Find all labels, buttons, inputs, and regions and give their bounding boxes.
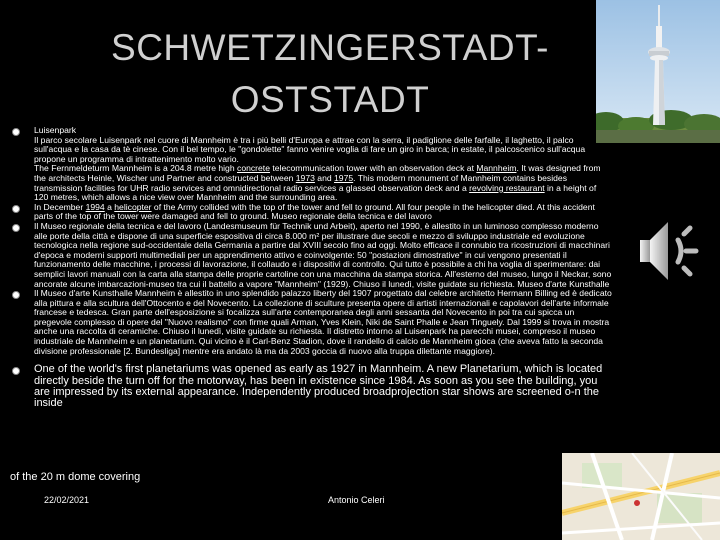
bullet-kunsthalle (12, 289, 612, 356)
speaker-icon[interactable] (632, 212, 712, 292)
helicopter-part-a: In December (34, 201, 86, 212)
kunsthalle-text: Il Museo d'arte Kunsthalle Mannheim è allestito in uno splendido palazzo liberty del 1907 progettato dal celebre architetto Hermann Billing ed è dedicato alla pittura e alla scultura dell'Ottocento e del Novecento. La collezione di sculture presenta opere di artisti internazionali e capolavori dell'arte informale francese e tedesca. Gran parte dell'esposizione si focalizza sull'arte contemporanea degli anni sessanta del Novecento in poi tra cui spicca un pregevole complesso di opere del "Nuovo realismo" con firme quali Arman, Yves Klein, Niki de Saint Phalle e Jean Tinguely. Dal 1999 si trova in mostra anche una raccolta di ceramiche. Chiuso il lunedì, visite guidate su richiesta. Il distretto intorno al Luisenpark ha parecchi musei, compreso il museo industriale de Mannheim e un planetarium. Qui vicino è il Carl-Benz Stadion, dove il randello di calcio de Mannheim gioca (che aveva fatto la seconda divisione professionale [2. Bundesliga] mentre era andato là ma da 2003 goccia di nuovo alla truppa dilettante maggiore). (34, 288, 612, 356)
title-line-2: OSTSTADT (230, 79, 430, 120)
bullet-helicopter (12, 203, 612, 222)
bullet-icon (12, 205, 20, 213)
fernmeldeturm-part-a: The Fernmeldeturm Mannheim is a 204.8 metre high (34, 163, 238, 174)
fernmeldeturm-part-c: . It was designed from the architects Heinle, Wischer und Partner and constructed between (34, 163, 601, 183)
map-image (562, 453, 720, 540)
footer-author: Antonio Celeri (328, 495, 385, 505)
helicopter-part-b: a (104, 201, 115, 212)
bullet-icon (12, 291, 20, 299)
link-helicopter[interactable]: helicopter (114, 201, 152, 212)
helicopter-part-c: of the Army collided with the top of the tower and fell to ground. All four people in the helicopter died. At this accident parts of the top of the tower were damaged and fell to ground. Museo regionale della tecnica e del lavoro (34, 201, 595, 222)
bullet-icon (12, 128, 20, 136)
fernmeldeturm-part-b: telecommunication tower with an observation deck at (269, 163, 477, 174)
link-concrete[interactable]: concrete (237, 163, 270, 174)
link-revolving-restaurant[interactable]: revolving restaurant (469, 182, 545, 193)
bullet-planetarium (12, 364, 612, 410)
bullet-icon (12, 224, 20, 232)
luisenpark-text: Il parco secolare Luisenpark nel cuore di Mannheim è tra i più belli d'Europa e attrae con la serra, il padiglione delle farfalle, il laghetto, il palco sull'acqua e la casa da tè cinese. Con il bel tempo, le "gondolette" fanno venire voglia di fare un giro in barca; in estate, il palcoscenico sull'acqua propone un programma di intrattenimento molto vario. (34, 134, 586, 164)
bullet-luisenpark (12, 126, 612, 203)
title-line-1: SCHWETZINGERSTADT- (111, 27, 549, 68)
fernmeldeturm-part-f: in a height of 120 metres, which allows a nice view over Mannheim and the surrounding area. (34, 182, 597, 203)
bullet-icon (12, 367, 20, 375)
tail-text: of the 20 m dome covering (10, 471, 141, 483)
bullet-list (12, 126, 612, 410)
fernmeldeturm-part-e: . This modern monument of Mannheim contains besides transmission facilities for UHR radio services and omnidirectional radio services a glassed observation deck and a (34, 172, 567, 193)
footer-date: 22/02/2021 (44, 495, 90, 505)
link-1975[interactable]: 1975 (334, 172, 354, 183)
museo-tecnica-text: Il Museo regionale della tecnica e del lavoro (Landesmuseum für Technik und Arbeit), aperto nel 1990, è allestito in un luminoso complesso moderno alle porte della città e dispone di una superficie espositiva di circa 8.000 m² per illustrare due secoli e mezzo di sviluppo industriale ed evoluzione tecnologica nella regione sud-occidentale della Germania a partire dal XVIII secolo fino ad oggi. Molto efficace il connubio tra ricostruzioni di macchinari d'epoca e moderni supporti multimediali per un apprendimento attivo e coinvolgente: 50 "postazioni dimostrative" in cui vengono presentati il funzionamento delle macchine, i processi di lavorazione, il collaudo e i dispositivi di controllo. Qui tutto è possibile a chi ha voglia di sperimentare: dai semplici lavori manuali con la carta alla stampa delle proprie cartoline con una macchina da stampa storica. All'esterno del museo, lungo il Neckar, sono ancorate alcune imbarcazioni-museo tra cui il battello a vapore "Mannheim" (1929). Chiuso il lunedì, visite guidate su richiesta. Museo d'arte Kunsthalle (34, 220, 612, 289)
link-mannheim[interactable]: Mannheim (476, 163, 517, 174)
fernmeldeturm-part-d: and (314, 172, 335, 183)
luisenpark-heading: Luisenpark (34, 125, 77, 135)
tower-photo (596, 0, 720, 143)
link-1994[interactable]: 1994 (85, 201, 105, 212)
link-1973[interactable]: 1973 (295, 172, 315, 183)
slide-title (100, 22, 560, 126)
planetarium-text: One of the world's first planetariums was opened as early as 1927 in Mannheim. A new Planetarium, which is located directly beside the turn off for the motorway, has been in existence since 1984. As soon as you see the building, you are impressed by its external appearance. Independently produced broadprojection star shows are screened o-n the inside (34, 363, 603, 410)
fernmeldeturm-text (34, 164, 612, 202)
bullet-museo-tecnica (12, 222, 612, 289)
